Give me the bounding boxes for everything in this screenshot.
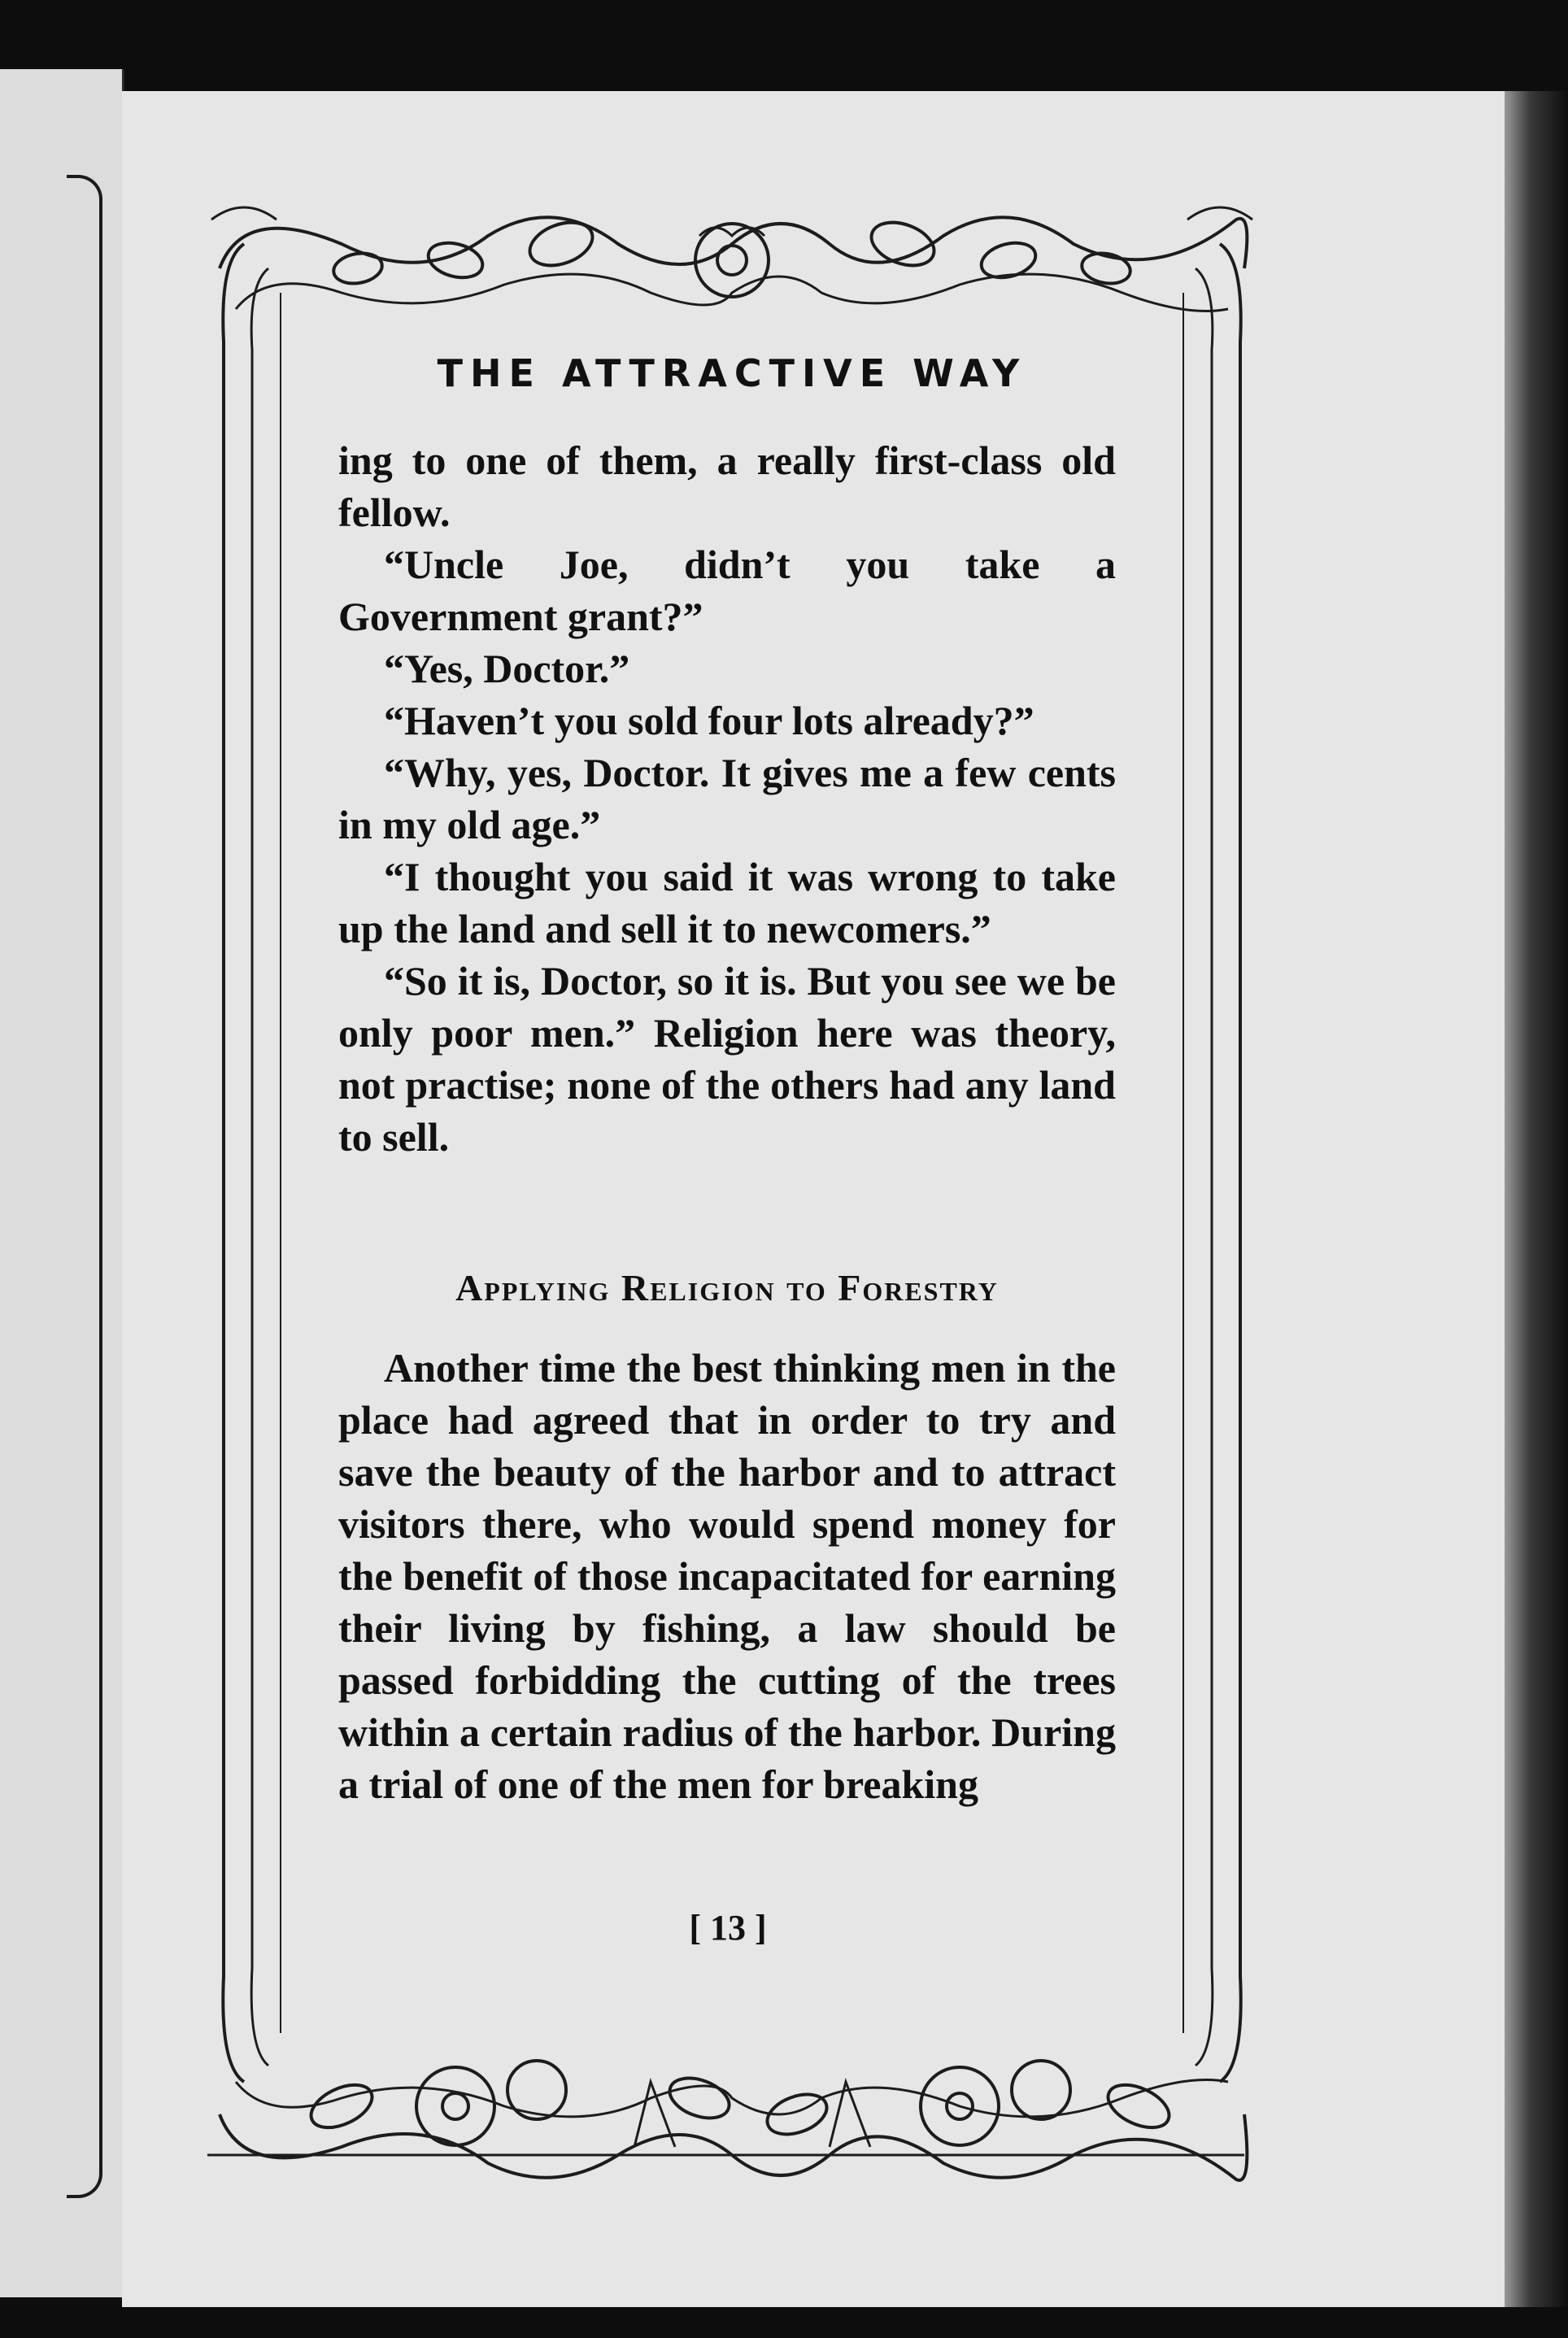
paragraph: “I thought you said it was wrong to take up the land and sell it to newcomers.” [338, 854, 1116, 951]
section-heading: Applying Religion to Forestry [455, 1267, 999, 1308]
paragraph: Another time the best thinking men in the place had agreed that in order to try and save the beauty of the harbor and to attract visitors there, who would spend money for the benefit of those incapacitated for earning their living by fishing, a law should be passed forbidding the cutting of the trees within a certain radius of the harbor. During a trial of one of the men for breaking [338, 1345, 1116, 1807]
paragraph: ing to one of them, a really first-class old fellow. [338, 438, 1116, 535]
running-head: THE ATTRACTIVE WAY [437, 351, 1027, 395]
page-number: [ 13 ] [689, 1908, 767, 1948]
paragraph: “So it is, Doctor, so it is. But you see we be only poor men.” Religion here was theory, not practise; none of the others had any land to sell. [338, 958, 1116, 1160]
body-text [338, 434, 1116, 1810]
paragraph: “Why, yes, Doctor. It gives me a few cents in my old age.” [338, 750, 1116, 847]
paragraph: “Uncle Joe, didn’t you take a Government grant?” [338, 542, 1116, 639]
paragraph: “Yes, Doctor.” [384, 646, 630, 691]
paragraph: “Haven’t you sold four lots already?” [384, 698, 1034, 743]
